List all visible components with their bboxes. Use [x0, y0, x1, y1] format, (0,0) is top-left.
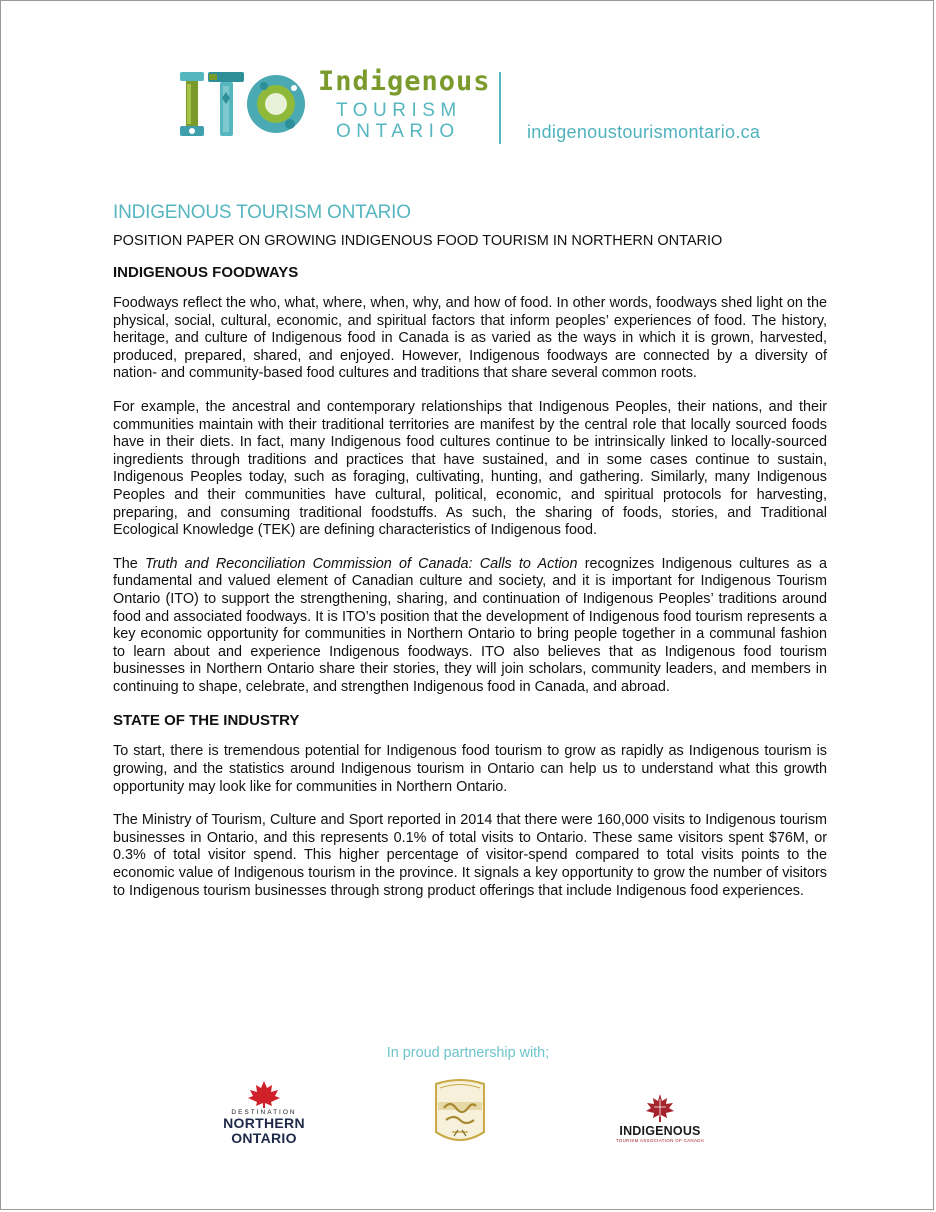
paragraph-industry-1: To start, there is tremendous potential for Indigenous food tourism to grow as rapidly as Indigenous tourism is growing, and the statistics around Indigenous tourism in Ontario can help us to understand what this growth opportunity may look like for communities in Northern Ontario.	[113, 743, 827, 795]
brand-line-tourism: TOURISM	[336, 100, 462, 121]
paragraph-lead: The	[113, 555, 145, 572]
paragraph-industry-2: The Ministry of Tourism, Culture and Sport reported in 2014 that there were 160,000 visits to Indigenous tourism businesses in Ontario, and this represents 0.1% of total visits to Ontario. These same visitors spent $76M, or 0.3% of total visitor spend. This higher percentage of visitor-spend compared to total visits points to the economic value of Indigenous tourism in the province. It signals a key opportunity to grow the number of visitors to Indigenous tourism businesses through strong product offerings that include Indigenous food experiences.	[113, 812, 827, 899]
culinary-tourism-badge-icon	[430, 1078, 490, 1146]
paragraph-foodways-3	[113, 556, 827, 697]
partnership-caption: In proud partnership with;	[386, 1045, 550, 1061]
trc-title: Truth and Reconciliation Commission of Canada: Calls to Action	[144, 555, 578, 572]
org-title: INDIGENOUS TOURISM ONTARIO	[113, 202, 411, 223]
maple-leaf-icon	[247, 1080, 281, 1108]
paragraph-foodways-2: For example, the ancestral and contemporary relationships that Indigenous Peoples, their nations, and their communities maintain with their traditional territories are manifest by the central role that locally sourced foods have in their diets. In fact, many Indigenous food cultures continue to be intrinsically linked to locally-sourced ingredients through traditions and practices that have sustained, and in some cases continue to sustain, Indigenous Peoples today, such as foraging, cultivating, hunting, and gathering. Similarly, many Indigenous Peoples and their communities have cultural, political, economic, and spiritual protocols for harvesting, preparing, and consuming traditional foodstuffs. As such, the sharing of foods, stories, and Traditional Ecological Knowledge (TEK) are defining characteristics of Indigenous food.	[113, 398, 827, 539]
indigenous-tourism-association-logo	[610, 1093, 710, 1143]
document-body	[113, 202, 827, 916]
brand-line-indigenous: Indigenous	[318, 66, 491, 97]
dno-line-ontario: ONTARIO	[231, 1130, 297, 1146]
section-heading-foodways: INDIGENOUS FOODWAYS	[113, 264, 299, 281]
ita-line-indigenous: INDIGENOUS	[619, 1124, 701, 1138]
dno-line-northern: NORTHERN	[223, 1115, 305, 1131]
ita-line-association: TOURISM ASSOCIATION OF CANADA	[615, 1138, 705, 1143]
dno-line-destination: DESTINATION	[231, 1109, 297, 1116]
paragraph-rest: recognizes Indigenous cultures as a fundamental and valued element of Canadian culture and society, and it is important for Indigenous Tourism Ontario (ITO) to support the strengthening, sharing, and continuation of Indigenous Peoples’ traditions around food and associated foodways. It is ITO’s position that the development of Indigenous food tourism represents a key economic opportunity for communities in Northern Ontario to bring people together in a communal fashion to learn about and experience Indigenous foodways. ITO also believes that as Indigenous food tourism businesses in Northern Ontario share their stories, they will join scholars, community leaders, and members in continuing to shape, celebrate, and strengthen Indigenous food in Canada, and abroad.	[113, 555, 828, 695]
destination-northern-ontario-logo	[216, 1080, 312, 1146]
section-heading-industry: STATE OF THE INDUSTRY	[113, 712, 300, 730]
paragraph-foodways-1: Foodways reflect the who, what, where, when, why, and how of food. In other words, foodways shed light on the physical, social, cultural, economic, and spiritual factors that inform peoples’ experiences of food. The history, heritage, and culture of Indigenous food in Canada is as varied as the ways in which it is grown, harvested, produced, prepared, shared, and enjoyed. However, Indigenous foodways are connected by a diversity of nation- and community-based food cultures and traditions that share several common roots.	[113, 295, 827, 382]
brand-wordmark	[318, 68, 491, 141]
ita-leaf-icon	[645, 1093, 675, 1123]
paper-title: POSITION PAPER ON GROWING INDIGENOUS FOOD TOURISM IN NORTHERN ONTARIO	[113, 233, 723, 249]
brand-line-ontario: ONTARIO	[336, 121, 460, 142]
website-link[interactable]: indigenoustourismontario.ca	[527, 122, 761, 142]
header-divider	[499, 72, 501, 144]
ito-logo-icon	[178, 70, 308, 140]
culinary-tourism-logo	[430, 1078, 490, 1151]
